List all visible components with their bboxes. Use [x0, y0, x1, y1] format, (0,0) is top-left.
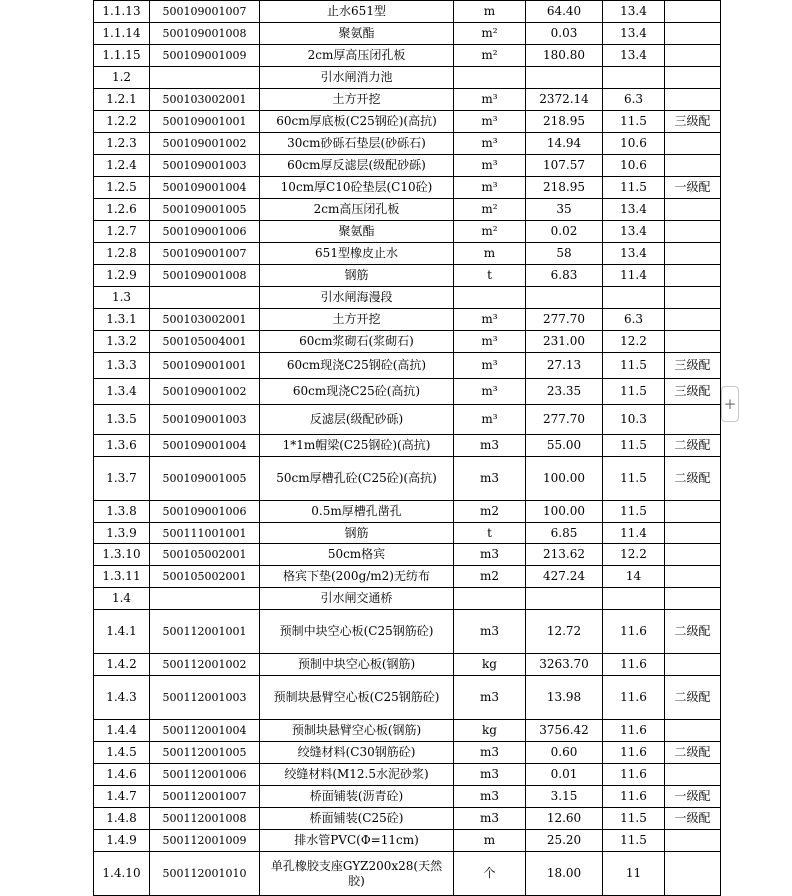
unit-cell: kg [454, 654, 526, 676]
row-number-cell: 1.3.10 [94, 544, 150, 566]
unit-cell: m³ [454, 379, 526, 405]
item-name-cell: 60cm厚底板(C25钢砼)(高抗) [260, 111, 454, 133]
unit-price-cell: 13.4 [603, 221, 665, 243]
item-name-cell: 1*1m帽梁(C25钢砼)(高抗) [260, 435, 454, 457]
unit-cell: m³ [454, 405, 526, 435]
table-row [94, 199, 721, 221]
item-code-cell: 500112001003 [150, 676, 260, 720]
note-cell [665, 566, 721, 588]
table-row [94, 808, 721, 830]
unit-price-cell: 11 [603, 852, 665, 896]
note-cell: 二级配 [665, 610, 721, 654]
note-cell [665, 544, 721, 566]
table-row [94, 243, 721, 265]
item-name-cell: 排水管PVC(Φ=11cm) [260, 830, 454, 852]
item-name-cell: 格宾下垫(200g/m2)无纺布 [260, 566, 454, 588]
note-cell: 三级配 [665, 111, 721, 133]
item-code-cell: 500112001010 [150, 852, 260, 896]
item-name-cell: 土方开挖 [260, 89, 454, 111]
row-number-cell: 1.4.2 [94, 654, 150, 676]
unit-price-cell: 10.3 [603, 405, 665, 435]
note-cell [665, 23, 721, 45]
unit-cell: m³ [454, 133, 526, 155]
item-name-cell: 651型橡皮止水 [260, 243, 454, 265]
item-name-cell: 绞缝材料(M12.5水泥砂浆) [260, 764, 454, 786]
row-number-cell: 1.3.8 [94, 501, 150, 523]
row-number-cell: 1.3.3 [94, 353, 150, 379]
note-cell [665, 155, 721, 177]
item-name-cell: 引水闸交通桥 [260, 588, 454, 610]
unit-price-cell: 11.5 [603, 177, 665, 199]
note-cell [665, 830, 721, 852]
note-cell [665, 89, 721, 111]
unit-cell: m³ [454, 177, 526, 199]
unit-price-cell: 13.4 [603, 243, 665, 265]
row-number-cell: 1.1.13 [94, 1, 150, 23]
item-code-cell: 500111001001 [150, 523, 260, 544]
unit-price-cell: 12.2 [603, 544, 665, 566]
note-cell: 二级配 [665, 742, 721, 764]
table-row [94, 588, 721, 610]
row-number-cell: 1.2.5 [94, 177, 150, 199]
unit-cell: m³ [454, 89, 526, 111]
quantity-cell [526, 287, 603, 309]
table-row [94, 742, 721, 764]
quantity-cell: 14.94 [526, 133, 603, 155]
item-code-cell: 500109001008 [150, 23, 260, 45]
table-row [94, 544, 721, 566]
row-number-cell: 1.4.8 [94, 808, 150, 830]
note-cell [665, 405, 721, 435]
item-code-cell: 500112001006 [150, 764, 260, 786]
quantity-cell: 427.24 [526, 566, 603, 588]
quantity-cell: 218.95 [526, 177, 603, 199]
note-cell [665, 588, 721, 610]
unit-cell: m³ [454, 111, 526, 133]
item-name-cell: 单孔橡胶支座GYZ200x28(天然胶) [260, 852, 454, 896]
row-number-cell: 1.4.9 [94, 830, 150, 852]
table-row [94, 566, 721, 588]
table-row [94, 379, 721, 405]
note-cell: 二级配 [665, 676, 721, 720]
unit-price-cell: 11.5 [603, 501, 665, 523]
unit-cell: m3 [454, 808, 526, 830]
table-row [94, 405, 721, 435]
table-row [94, 435, 721, 457]
item-name-cell: 60cm厚反滤层(级配砂砾) [260, 155, 454, 177]
item-code-cell: 500109001007 [150, 1, 260, 23]
item-code-cell: 500109001008 [150, 265, 260, 287]
add-button[interactable]: + [721, 386, 739, 422]
item-name-cell: 引水闸海漫段 [260, 287, 454, 309]
item-name-cell: 2cm厚高压闭孔板 [260, 45, 454, 67]
item-code-cell: 500109001006 [150, 501, 260, 523]
unit-cell: m3 [454, 435, 526, 457]
item-name-cell: 2cm高压闭孔板 [260, 199, 454, 221]
item-code-cell: 500109001006 [150, 221, 260, 243]
note-cell: 二级配 [665, 457, 721, 501]
note-cell [665, 764, 721, 786]
table-row [94, 852, 721, 896]
table-row [94, 457, 721, 501]
row-number-cell: 1.4.10 [94, 852, 150, 896]
item-name-cell: 引水闸消力池 [260, 67, 454, 89]
item-code-cell: 500109001002 [150, 379, 260, 405]
item-name-cell: 60cm浆砌石(浆砌石) [260, 331, 454, 353]
unit-price-cell: 11.5 [603, 808, 665, 830]
quantity-cell: 6.83 [526, 265, 603, 287]
quantity-table [93, 0, 721, 896]
row-number-cell: 1.2 [94, 67, 150, 89]
row-number-cell: 1.2.1 [94, 89, 150, 111]
row-number-cell: 1.1.14 [94, 23, 150, 45]
unit-cell: m3 [454, 610, 526, 654]
row-number-cell: 1.3.6 [94, 435, 150, 457]
item-code-cell: 500109001005 [150, 199, 260, 221]
item-code-cell: 500112001001 [150, 610, 260, 654]
row-number-cell: 1.2.8 [94, 243, 150, 265]
note-cell: 一级配 [665, 786, 721, 808]
unit-cell: t [454, 265, 526, 287]
note-cell: 三级配 [665, 353, 721, 379]
table-row [94, 501, 721, 523]
item-code-cell: 500112001004 [150, 720, 260, 742]
unit-cell: m3 [454, 544, 526, 566]
quantity-cell [526, 67, 603, 89]
table-row [94, 1, 721, 23]
row-number-cell: 1.4.4 [94, 720, 150, 742]
unit-price-cell [603, 67, 665, 89]
item-code-cell: 500105004001 [150, 331, 260, 353]
table-row [94, 287, 721, 309]
unit-cell: m3 [454, 676, 526, 720]
item-name-cell: 60cm现浇C25砼(高抗) [260, 379, 454, 405]
unit-cell: m [454, 830, 526, 852]
item-code-cell: 500109001001 [150, 111, 260, 133]
item-code-cell: 500112001007 [150, 786, 260, 808]
table-row [94, 654, 721, 676]
quantity-cell: 3.15 [526, 786, 603, 808]
note-cell [665, 133, 721, 155]
unit-price-cell [603, 287, 665, 309]
row-number-cell: 1.3.11 [94, 566, 150, 588]
unit-cell: m² [454, 45, 526, 67]
table-row [94, 221, 721, 243]
unit-cell: t [454, 523, 526, 544]
row-number-cell: 1.2.9 [94, 265, 150, 287]
item-code-cell: 500109001005 [150, 457, 260, 501]
unit-cell: m [454, 243, 526, 265]
table-row [94, 764, 721, 786]
table-row [94, 155, 721, 177]
table-row [94, 45, 721, 67]
table-row [94, 67, 721, 89]
quantity-cell: 35 [526, 199, 603, 221]
unit-cell: m3 [454, 764, 526, 786]
unit-price-cell: 10.6 [603, 155, 665, 177]
unit-price-cell: 11.5 [603, 435, 665, 457]
table-body [94, 1, 721, 896]
table-row [94, 177, 721, 199]
row-number-cell: 1.3.2 [94, 331, 150, 353]
item-name-cell: 0.5m厚槽孔凿孔 [260, 501, 454, 523]
row-number-cell: 1.2.2 [94, 111, 150, 133]
quantity-cell: 277.70 [526, 405, 603, 435]
quantity-cell: 100.00 [526, 457, 603, 501]
row-number-cell: 1.4.1 [94, 610, 150, 654]
unit-price-cell: 11.6 [603, 610, 665, 654]
table-row [94, 720, 721, 742]
item-code-cell: 500109001001 [150, 353, 260, 379]
note-cell [665, 221, 721, 243]
item-name-cell: 预制中块空心板(C25钢筋砼) [260, 610, 454, 654]
unit-cell: m² [454, 23, 526, 45]
item-code-cell: 500112001008 [150, 808, 260, 830]
unit-price-cell: 11.5 [603, 830, 665, 852]
note-cell [665, 287, 721, 309]
unit-cell: m [454, 1, 526, 23]
table-row [94, 331, 721, 353]
note-cell [665, 45, 721, 67]
item-code-cell: 500112001002 [150, 654, 260, 676]
item-code-cell: 500109001004 [150, 435, 260, 457]
row-number-cell: 1.3.4 [94, 379, 150, 405]
item-code-cell: 500109001007 [150, 243, 260, 265]
unit-cell: m3 [454, 742, 526, 764]
item-name-cell: 土方开挖 [260, 309, 454, 331]
note-cell [665, 501, 721, 523]
note-cell: 一级配 [665, 808, 721, 830]
item-code-cell: 500109001003 [150, 155, 260, 177]
quantity-cell: 58 [526, 243, 603, 265]
quantity-cell: 100.00 [526, 501, 603, 523]
item-code-cell: 500112001005 [150, 742, 260, 764]
table-row [94, 610, 721, 654]
unit-price-cell: 11.5 [603, 111, 665, 133]
quantity-cell: 180.80 [526, 45, 603, 67]
item-code-cell: 500105002001 [150, 566, 260, 588]
item-name-cell: 10cm厚C10砼垫层(C10砼) [260, 177, 454, 199]
unit-price-cell: 14 [603, 566, 665, 588]
unit-price-cell: 11.6 [603, 742, 665, 764]
table-row [94, 353, 721, 379]
quantity-cell: 27.13 [526, 353, 603, 379]
row-number-cell: 1.4.6 [94, 764, 150, 786]
unit-price-cell: 13.4 [603, 1, 665, 23]
note-cell [665, 852, 721, 896]
unit-cell: kg [454, 720, 526, 742]
row-number-cell: 1.2.3 [94, 133, 150, 155]
quantity-cell: 6.85 [526, 523, 603, 544]
row-number-cell: 1.3.9 [94, 523, 150, 544]
quantity-cell: 12.72 [526, 610, 603, 654]
quantity-cell: 23.35 [526, 379, 603, 405]
unit-price-cell: 13.4 [603, 45, 665, 67]
item-code-cell: 500109001003 [150, 405, 260, 435]
table-row [94, 786, 721, 808]
unit-price-cell: 11.5 [603, 457, 665, 501]
note-cell: 三级配 [665, 379, 721, 405]
table-row [94, 523, 721, 544]
item-name-cell: 钢筋 [260, 265, 454, 287]
item-name-cell: 绞缝材料(C30钢筋砼) [260, 742, 454, 764]
quantity-cell: 13.98 [526, 676, 603, 720]
note-cell [665, 1, 721, 23]
item-name-cell: 止水651型 [260, 1, 454, 23]
quantity-cell: 0.03 [526, 23, 603, 45]
item-name-cell: 钢筋 [260, 523, 454, 544]
item-code-cell: 500103002001 [150, 309, 260, 331]
table-row [94, 830, 721, 852]
table-row [94, 111, 721, 133]
note-cell [665, 265, 721, 287]
unit-price-cell: 11.5 [603, 353, 665, 379]
unit-price-cell: 10.6 [603, 133, 665, 155]
item-code-cell: 500103002001 [150, 89, 260, 111]
table-row [94, 89, 721, 111]
row-number-cell: 1.4.7 [94, 786, 150, 808]
unit-price-cell: 11.6 [603, 654, 665, 676]
unit-cell: 个 [454, 852, 526, 896]
unit-cell: m² [454, 199, 526, 221]
quantity-cell: 3263.70 [526, 654, 603, 676]
unit-cell [454, 67, 526, 89]
note-cell [665, 720, 721, 742]
unit-price-cell: 6.3 [603, 89, 665, 111]
quantity-cell [526, 588, 603, 610]
item-code-cell: 500109001004 [150, 177, 260, 199]
item-code-cell [150, 588, 260, 610]
unit-cell: m2 [454, 501, 526, 523]
row-number-cell: 1.2.6 [94, 199, 150, 221]
unit-cell: m³ [454, 353, 526, 379]
row-number-cell: 1.3.5 [94, 405, 150, 435]
unit-cell: m³ [454, 155, 526, 177]
item-name-cell: 反滤层(级配砂砾) [260, 405, 454, 435]
note-cell [665, 654, 721, 676]
item-name-cell: 聚氨酯 [260, 221, 454, 243]
quantity-cell: 107.57 [526, 155, 603, 177]
item-name-cell: 30cm砂砾石垫层(砂砾石) [260, 133, 454, 155]
quantity-cell: 0.01 [526, 764, 603, 786]
note-cell [665, 67, 721, 89]
note-cell: 二级配 [665, 435, 721, 457]
item-name-cell: 聚氨酯 [260, 23, 454, 45]
quantity-cell: 64.40 [526, 1, 603, 23]
item-name-cell: 50cm厚槽孔砼(C25砼)(高抗) [260, 457, 454, 501]
row-number-cell: 1.1.15 [94, 45, 150, 67]
note-cell [665, 243, 721, 265]
row-number-cell: 1.4.3 [94, 676, 150, 720]
unit-price-cell: 13.4 [603, 23, 665, 45]
quantity-cell: 55.00 [526, 435, 603, 457]
unit-cell [454, 588, 526, 610]
unit-price-cell: 6.3 [603, 309, 665, 331]
unit-price-cell: 11.5 [603, 379, 665, 405]
note-cell [665, 523, 721, 544]
unit-cell: m³ [454, 309, 526, 331]
row-number-cell: 1.2.4 [94, 155, 150, 177]
item-name-cell: 50cm格宾 [260, 544, 454, 566]
table-row [94, 23, 721, 45]
unit-cell: m² [454, 221, 526, 243]
item-name-cell: 预制块悬臂空心板(C25钢筋砼) [260, 676, 454, 720]
row-number-cell: 1.4 [94, 588, 150, 610]
quantity-cell: 277.70 [526, 309, 603, 331]
quantity-cell: 218.95 [526, 111, 603, 133]
quantity-cell: 0.60 [526, 742, 603, 764]
unit-price-cell: 12.2 [603, 331, 665, 353]
quantity-cell: 213.62 [526, 544, 603, 566]
note-cell [665, 331, 721, 353]
note-cell [665, 199, 721, 221]
item-code-cell [150, 67, 260, 89]
note-cell [665, 309, 721, 331]
unit-cell [454, 287, 526, 309]
row-number-cell: 1.4.5 [94, 742, 150, 764]
item-code-cell: 500105002001 [150, 544, 260, 566]
row-number-cell: 1.3.7 [94, 457, 150, 501]
table-row [94, 133, 721, 155]
item-code-cell [150, 287, 260, 309]
unit-price-cell: 11.6 [603, 764, 665, 786]
unit-price-cell: 11.4 [603, 265, 665, 287]
unit-price-cell: 11.6 [603, 720, 665, 742]
unit-cell: m3 [454, 457, 526, 501]
item-name-cell: 桥面铺装(C25砼) [260, 808, 454, 830]
unit-price-cell [603, 588, 665, 610]
row-number-cell: 1.3 [94, 287, 150, 309]
item-code-cell: 500109001002 [150, 133, 260, 155]
item-code-cell: 500109001009 [150, 45, 260, 67]
item-name-cell: 预制中块空心板(钢筋) [260, 654, 454, 676]
unit-cell: m3 [454, 786, 526, 808]
table-row [94, 309, 721, 331]
table-row [94, 265, 721, 287]
quantity-cell: 231.00 [526, 331, 603, 353]
item-name-cell: 60cm现浇C25钢砼(高抗) [260, 353, 454, 379]
quantity-cell: 3756.42 [526, 720, 603, 742]
row-number-cell: 1.3.1 [94, 309, 150, 331]
quantity-cell: 18.00 [526, 852, 603, 896]
unit-price-cell: 11.6 [603, 676, 665, 720]
quantity-cell: 2372.14 [526, 89, 603, 111]
note-cell: 一级配 [665, 177, 721, 199]
unit-price-cell: 11.6 [603, 786, 665, 808]
unit-price-cell: 11.4 [603, 523, 665, 544]
item-name-cell: 桥面铺装(沥青砼) [260, 786, 454, 808]
unit-cell: m³ [454, 331, 526, 353]
item-name-cell: 预制块悬臂空心板(钢筋) [260, 720, 454, 742]
item-code-cell: 500112001009 [150, 830, 260, 852]
quantity-cell: 0.02 [526, 221, 603, 243]
table-row [94, 676, 721, 720]
unit-cell: m2 [454, 566, 526, 588]
row-number-cell: 1.2.7 [94, 221, 150, 243]
quantity-cell: 12.60 [526, 808, 603, 830]
unit-price-cell: 13.4 [603, 199, 665, 221]
quantity-cell: 25.20 [526, 830, 603, 852]
